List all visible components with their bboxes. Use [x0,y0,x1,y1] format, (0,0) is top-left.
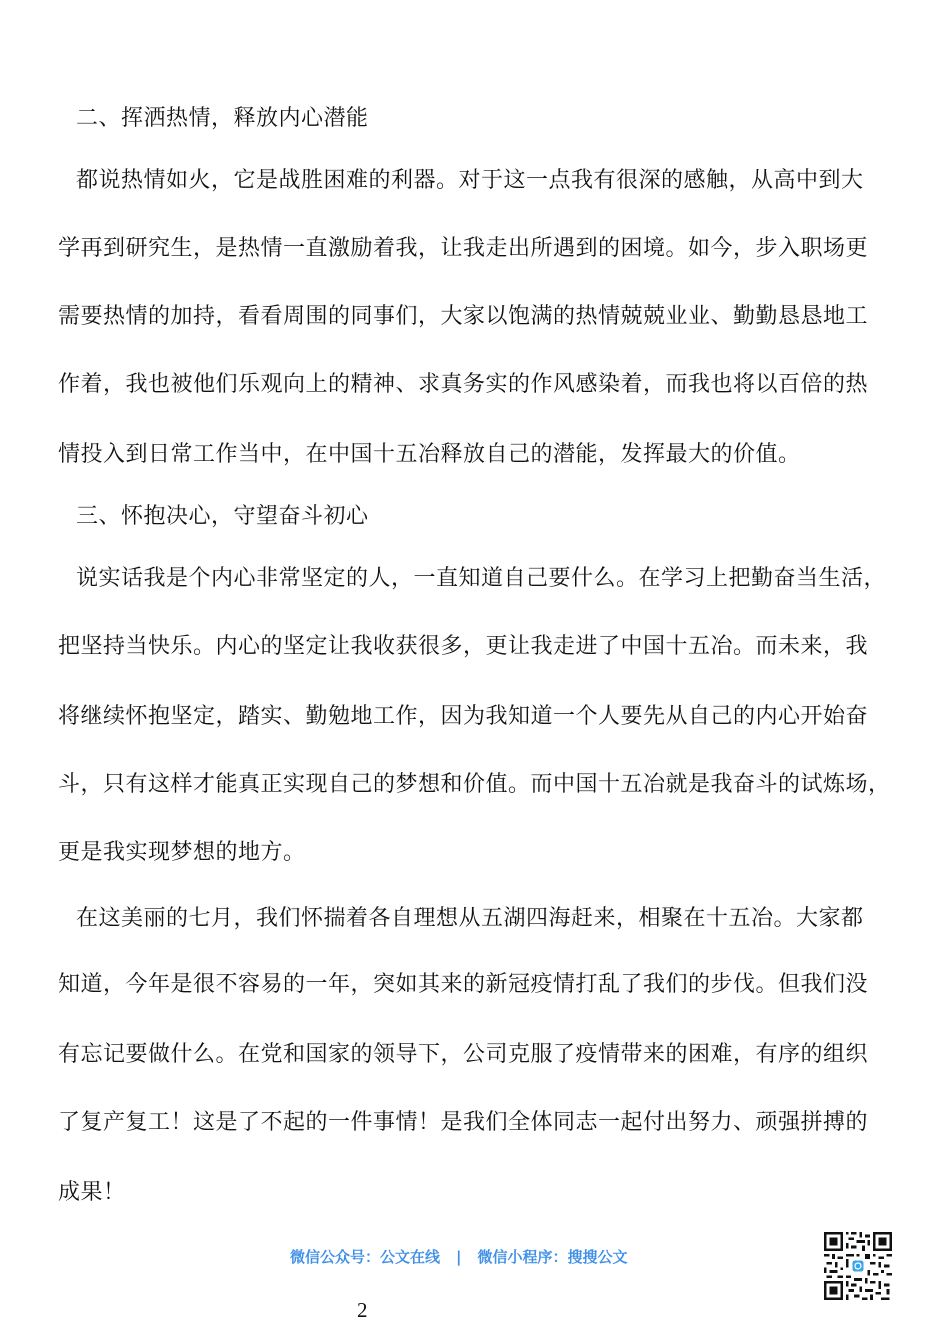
line-text: 将继续怀抱坚定，踏实、勤勉地工作，因为我知道一个人要先从自己的内心开始奋 [58,704,869,729]
line-text: 情投入到日常工作当中，在中国十五冶释放自己的潜能，发挥最大的价值。 [58,442,801,467]
line-text: 知道，今年是很不容易的一年，突如其来的新冠疫情打乱了我们的步伐。但我们没 [58,972,869,997]
line-text: 成果！ [58,1180,126,1205]
wechat-account-link[interactable]: 微信公众号：公文在线 [290,1248,441,1266]
line-text: 斗，只有这样才能真正实现自己的梦想和价值。而中国十五冶就是我奋斗的试炼场， [58,772,891,797]
heading-text: 三、怀抱决心，守望奋斗初心 [76,504,369,529]
heading-text: 二、挥洒热情，释放内心潜能 [76,106,369,131]
line-text: 了复产复工！这是了不起的一件事情！是我们全体同志一起付出努力、顽强拼搏的 [58,1110,869,1135]
line-text: 更是我实现梦想的地方。 [58,840,306,865]
line-text: 有忘记要做什么。在党和国家的领导下，公司克服了疫情带来的困难，有序的组织 [58,1042,869,1067]
footer-banner [290,1246,628,1267]
line-text: 把坚持当快乐。内心的坚定让我收获很多，更让我走进了中国十五冶。而未来，我 [58,634,869,659]
page-number: 2 [357,1298,368,1322]
line-text: 说实话我是个内心非常坚定的人，一直知道自己要什么。在学习上把勤奋当生活， [76,566,887,591]
line-text: 都说热情如火，它是战胜困难的利器。对于这一点我有很深的感触，从高中到大 [76,168,864,193]
qr-code-icon [824,1232,892,1300]
line-text: 学再到研究生，是热情一直激励着我，让我走出所遇到的困境。如今，步入职场更 [58,236,869,261]
mini-program-link[interactable]: 微信小程序：搜搜公文 [477,1248,628,1266]
line-text: 作着，我也被他们乐观向上的精神、求真务实的作风感染着，而我也将以百倍的热 [58,372,869,397]
line-text: 需要热情的加持，看看周围的同事们，大家以饱满的热情兢兢业业、勤勤恳恳地工 [58,304,869,329]
line-text: 在这美丽的七月，我们怀揣着各自理想从五湖四海赶来，相聚在十五冶。大家都 [76,906,864,931]
footer-separator: | [456,1248,462,1266]
